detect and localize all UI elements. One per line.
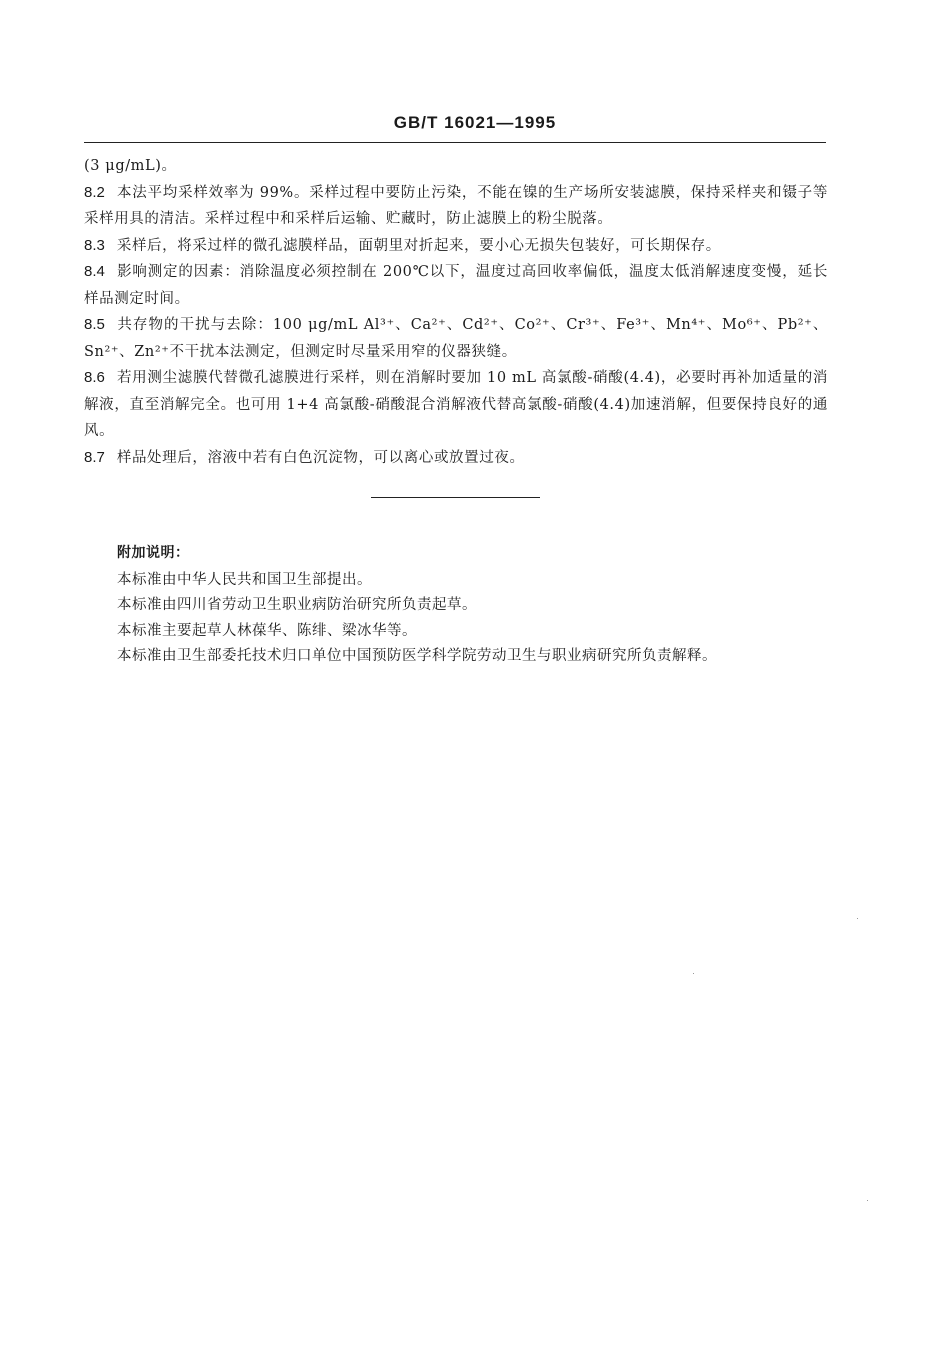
paragraph-text: 本法平均采样效率为 99%。采样过程中要防止污染，不能在镍的生产场所安装滤膜，保持采样夹和镊子等采样用具的清洁。采样过程中和采样后运输、贮藏时，防止滤膜上的粉尘脱落。: [84, 184, 828, 227]
note-line: 本标准由中华人民共和国卫生部提出。: [117, 571, 372, 588]
paragraph-8-7: [84, 445, 828, 472]
paragraph-8-2: [84, 180, 828, 233]
notes-title: 附加说明：: [117, 545, 190, 561]
standard-number: GB/T 16021—1995: [393, 113, 557, 132]
paragraph-text: 共存物的干扰与去除：100 μg/mL Al³⁺、Ca²⁺、Cd²⁺、Co²⁺、Cr³⁺、Fe³⁺、Mn⁴⁺、Mo⁶⁺、Pb²⁺、Sn²⁺、Zn²⁺不干扰本法测定，但测定时尽量采用窄的仪器狭缝。: [84, 317, 828, 360]
scan-speck: [693, 973, 694, 974]
paragraph-8-5: [84, 312, 828, 365]
paragraph-text: 影响测定的因素：消除温度必须控制在 200℃以下，温度过高回收率偏低，温度太低消解速度变慢，延长样品测定时间。: [84, 264, 828, 307]
clause-number: 8.4: [84, 263, 105, 280]
paragraph-8-4: [84, 259, 828, 312]
paragraph-text: 采样后，将采过样的微孔滤膜样品，面朝里对折起来，要小心无损失包装好，可长期保存。: [116, 237, 721, 254]
paragraph-text: 样品处理后，溶液中若有白色沉淀物，可以离心或放置过夜。: [116, 449, 525, 466]
note-line: 本标准由四川省劳动卫生职业病防治研究所负责起草。: [117, 597, 477, 613]
paragraph-text: (3 μg/mL)。: [84, 158, 177, 174]
header-rule: [84, 142, 826, 143]
paragraph-8-6: [84, 365, 828, 445]
document-body: [84, 153, 828, 471]
paragraph-continuation: [84, 153, 828, 180]
document-header: [0, 113, 950, 133]
note-line: 本标准主要起草人林葆华、陈绯、梁冰华等。: [117, 622, 417, 639]
note-line: 本标准由卫生部委托技术归口单位中国预防医学科学院劳动卫生与职业病研究所负责解释。: [117, 648, 717, 664]
paragraph-8-3: [84, 233, 828, 260]
scan-speck: [867, 1200, 868, 1201]
clause-number: 8.5: [84, 316, 105, 333]
clause-number: 8.6: [84, 369, 105, 386]
clause-number: 8.3: [84, 236, 105, 254]
scan-speck: [857, 918, 858, 919]
clause-number: 8.2: [84, 183, 105, 201]
paragraph-text: 若用测尘滤膜代替微孔滤膜进行采样，则在消解时要加 10 mL 高氯酸-硝酸(4.4)，必要时再补加适量的消解液，直至消解完全。也可用 1+4 高氯酸-硝酸混合消解液代替高氯酸-硝酸(4.4)加速消解，但要保持良好的通风。: [84, 370, 828, 439]
section-end-rule: [371, 497, 540, 498]
additional-notes: [117, 541, 837, 670]
clause-number: 8.7: [84, 448, 105, 466]
